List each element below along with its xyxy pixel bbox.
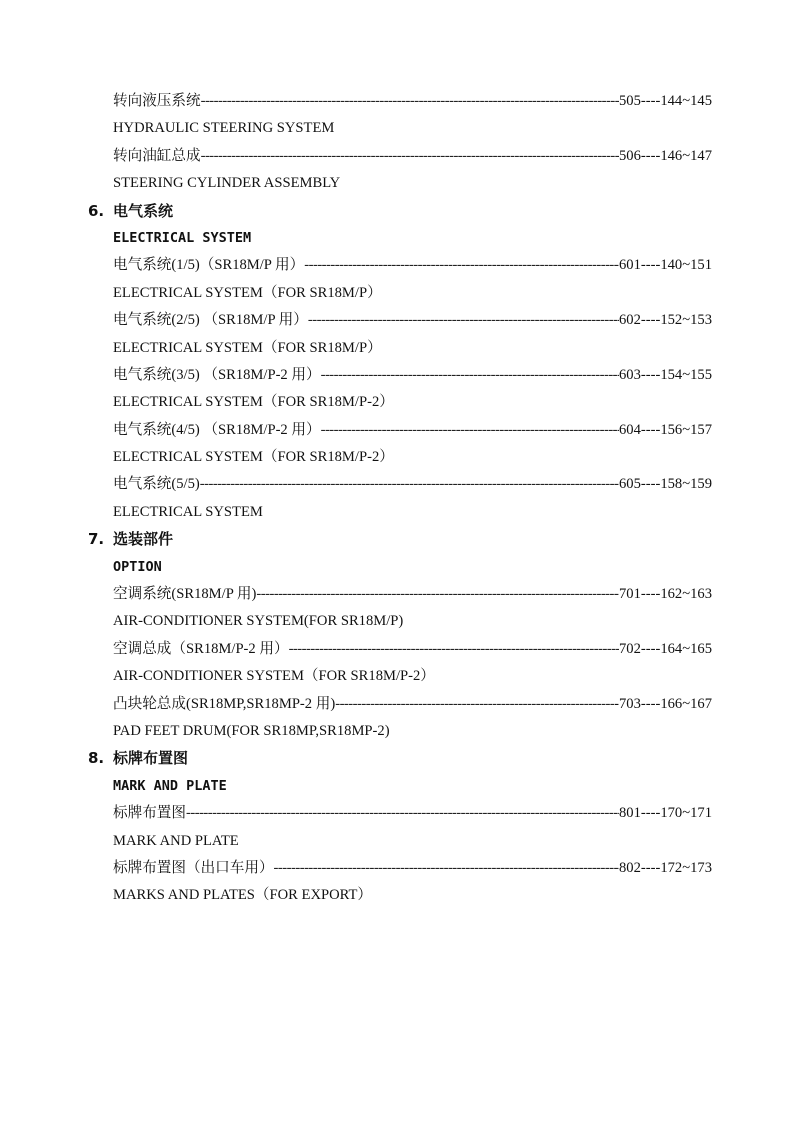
toc-entry-line — [113, 88, 712, 115]
toc-entry-english-text: ELECTRICAL SYSTEM — [113, 503, 263, 520]
toc-entry-english — [0, 115, 794, 142]
section-title: 标牌布置图 — [113, 749, 189, 768]
section-heading-english — [0, 554, 794, 581]
dot-leader — [321, 417, 619, 444]
dot-leader — [274, 855, 619, 882]
toc-page — [0, 88, 794, 910]
toc-entry — [0, 417, 794, 444]
toc-entry — [0, 581, 794, 608]
toc-entry-english-text: MARK AND PLATE — [113, 832, 239, 849]
section-number: 7. — [88, 530, 105, 549]
toc-entry-title: 标牌布置图 — [113, 805, 186, 822]
toc-entry-english — [0, 608, 794, 635]
toc-entry-line — [113, 471, 712, 498]
section-heading-text — [88, 745, 188, 772]
toc-entry-english-text: HYDRAULIC STEERING SYSTEM — [113, 120, 335, 137]
toc-entry-title: 转向油缸总成 — [113, 147, 201, 164]
toc-entry-english — [0, 882, 794, 909]
toc-entry-line — [113, 252, 712, 279]
toc-entry-line — [113, 362, 712, 389]
toc-entry-english — [0, 389, 794, 416]
toc-entry — [0, 471, 794, 498]
toc-entry-title: 电气系统(4/5) （SR18M/P-2 用） — [113, 421, 321, 438]
toc-entry-english-text: STEERING CYLINDER ASSEMBLY — [113, 175, 341, 192]
toc-entry-title: 标牌布置图（出口车用） — [113, 859, 274, 876]
toc-entry-english-text: PAD FEET DRUM(FOR SR18MP,SR18MP-2) — [113, 722, 390, 739]
section-heading — [0, 745, 794, 772]
toc-entry-line — [113, 581, 712, 608]
toc-entry-line — [113, 636, 712, 663]
toc-entry-english — [0, 335, 794, 362]
dot-leader — [335, 691, 614, 718]
section-number: 8. — [88, 749, 105, 768]
section-heading-english — [0, 225, 794, 252]
toc-entry — [0, 362, 794, 389]
toc-entry-title: 电气系统(3/5) （SR18M/P-2 用） — [113, 366, 321, 383]
toc-entry-title: 空调系统(SR18M/P 用) — [113, 586, 257, 603]
section-title-english: OPTION — [113, 558, 162, 575]
toc-entry-english-text: AIR-CONDITIONER SYSTEM（FOR SR18M/P-2） — [113, 668, 435, 685]
toc-entry-english — [0, 280, 794, 307]
toc-entry-page: 701----162~163 — [618, 586, 712, 603]
dot-leader — [289, 636, 619, 663]
toc-entry-title: 凸块轮总成(SR18MP,SR18MP-2 用) — [113, 695, 336, 712]
toc-entry-line — [113, 800, 712, 827]
toc-entry — [0, 307, 794, 334]
toc-entry-line — [113, 307, 712, 334]
dot-leader — [186, 800, 619, 827]
toc-entry-title: 空调总成（SR18M/P-2 用） — [113, 640, 289, 657]
toc-entry-page: -703----166~167 — [614, 695, 712, 712]
dot-leader — [304, 252, 619, 279]
toc-entry — [0, 636, 794, 663]
section-title-english: MARK AND PLATE — [113, 777, 227, 794]
toc-entry-page: 702----164~165 — [618, 640, 712, 657]
dot-leader — [200, 471, 619, 498]
toc-entry — [0, 691, 794, 718]
toc-entry-page: 603----154~155 — [618, 366, 712, 383]
toc-entry-page: 802----172~173 — [618, 859, 712, 876]
toc-entry-page: 605----158~159 — [618, 476, 712, 493]
toc-entry-english-text: ELECTRICAL SYSTEM（FOR SR18M/P-2） — [113, 394, 394, 411]
toc-entry-title: 电气系统(2/5) （SR18M/P 用） — [113, 312, 308, 329]
toc-entry-title: 转向液压系统 — [113, 93, 201, 109]
toc-entry-english — [0, 828, 794, 855]
toc-entry-english-text: ELECTRICAL SYSTEM（FOR SR18M/P） — [113, 339, 382, 356]
toc-entry — [0, 800, 794, 827]
toc-entry-english-text: ELECTRICAL SYSTEM（FOR SR18M/P） — [113, 284, 382, 301]
toc-entry-title: 电气系统(1/5)（SR18M/P 用） — [113, 257, 305, 274]
toc-entry — [0, 855, 794, 882]
dot-leader — [321, 362, 619, 389]
toc-entry-english — [0, 444, 794, 471]
toc-entry-english — [0, 170, 794, 197]
section-heading — [0, 198, 794, 225]
toc-entry-line — [113, 691, 712, 718]
toc-entry — [0, 88, 794, 115]
toc-entry-english-text: AIR-CONDITIONER SYSTEM(FOR SR18M/P) — [113, 613, 404, 630]
toc-entry-page: 505----144~145 — [618, 93, 712, 109]
section-title: 电气系统 — [113, 201, 174, 220]
section-title-english: ELECTRICAL SYSTEM — [113, 229, 252, 246]
dot-leader — [201, 88, 619, 115]
dot-leader — [201, 143, 619, 170]
toc-entry-english — [0, 663, 794, 690]
toc-entry-page: 601----140~151 — [618, 257, 712, 274]
section-heading — [0, 526, 794, 553]
toc-entry-english — [0, 718, 794, 745]
toc-entry — [0, 252, 794, 279]
toc-entry-line — [113, 143, 712, 170]
section-number: 6. — [88, 201, 105, 220]
toc-entry-page: 801----170~171 — [618, 805, 712, 822]
toc-entry-english-text: MARKS AND PLATES（FOR EXPORT） — [113, 887, 373, 904]
toc-entry-page: 602----152~153 — [618, 312, 712, 329]
toc-entry-title: 电气系统(5/5) — [113, 476, 200, 493]
section-heading-english — [0, 773, 794, 800]
toc-entry-english — [0, 499, 794, 526]
dot-leader — [256, 581, 619, 608]
toc-entry-page: 506----146~147 — [618, 147, 712, 164]
toc-entry-line — [113, 417, 712, 444]
toc-entry-line — [113, 855, 712, 882]
toc-entry-page: 604----156~157 — [618, 421, 712, 438]
section-heading-text — [88, 198, 173, 225]
toc-entry — [0, 143, 794, 170]
dot-leader — [308, 307, 619, 334]
section-heading-text — [88, 526, 173, 553]
section-title: 选装部件 — [113, 530, 174, 549]
toc-entry-english-text: ELECTRICAL SYSTEM（FOR SR18M/P-2） — [113, 449, 394, 466]
